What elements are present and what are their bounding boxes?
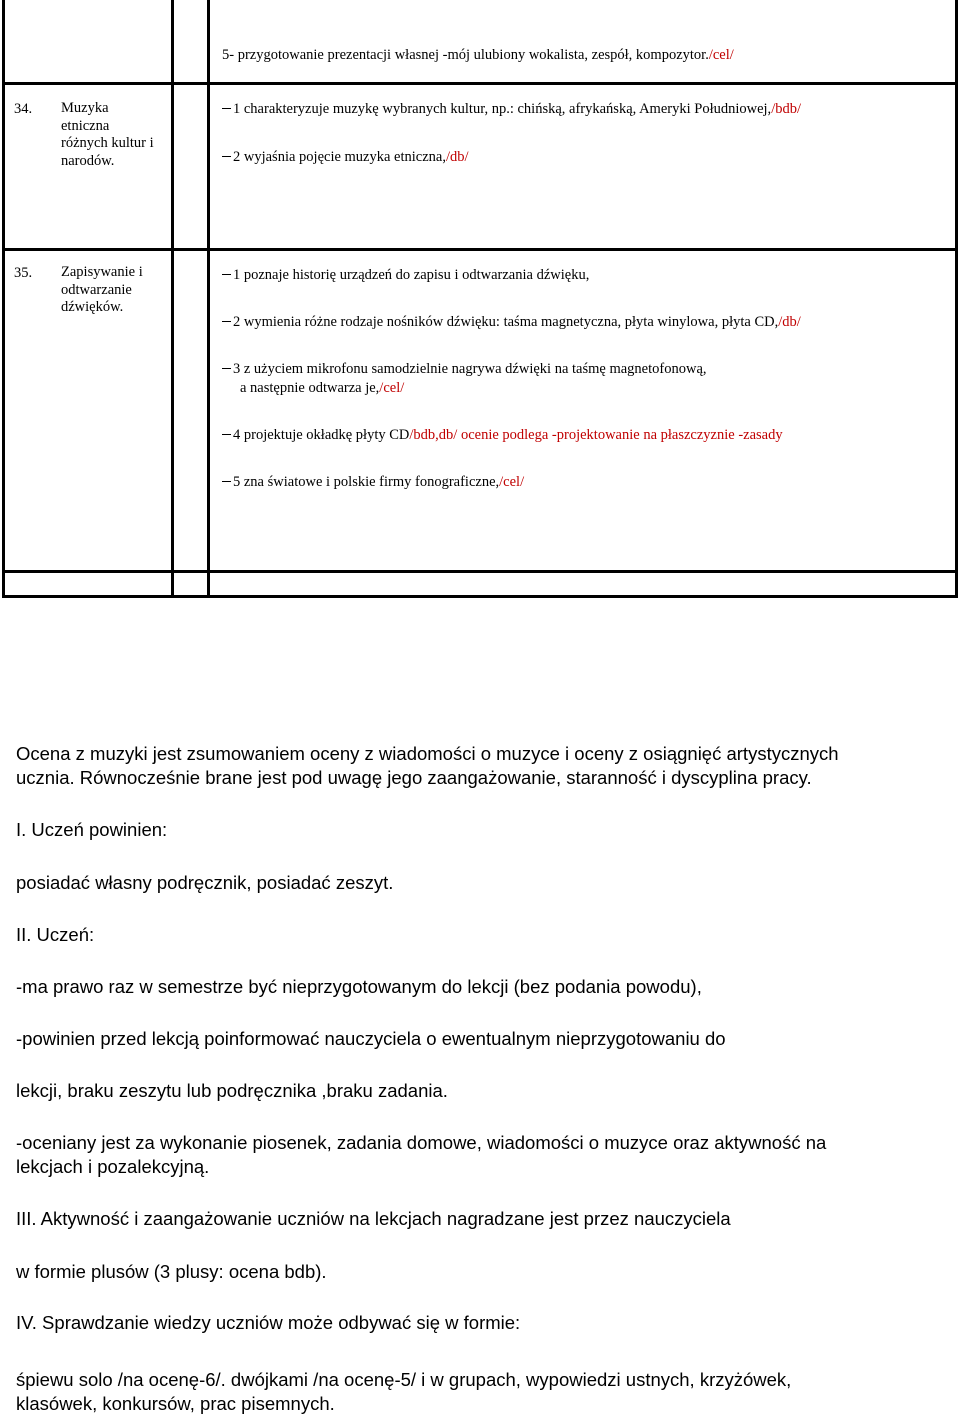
row-topic-34: [61, 100, 154, 170]
table-divider-col1: [171, 0, 174, 598]
item-text: 5- przygotowanie prezentacji własnej -mój ulubiony wokalista, zespół, kompozytor.: [222, 47, 709, 63]
list-item: 3 z użyciem mikrofonu samodzielnie nagrywa dźwięki na taśmę magnetofonową,: [222, 360, 707, 378]
table-border-right: [955, 0, 958, 598]
heading-section-1: I. Uczeń powinien:: [16, 819, 168, 840]
table-row-divider: [2, 570, 958, 573]
row-topic-35: [61, 264, 143, 317]
heading-section-2: II. Uczeń:: [16, 924, 95, 945]
dash-marker: [222, 368, 231, 369]
topic-line: etniczna: [61, 117, 110, 134]
list-item: 2 wymienia różne rodzaje nośników dźwięku: taśma magnetyczna, płyta winylowa, płyta CD,/db/: [222, 313, 801, 331]
dash-marker: [222, 434, 231, 435]
table-row-divider: [2, 248, 958, 251]
table-row-intro: [222, 46, 734, 64]
paragraph-assessment: Ocena z muzyki jest zsumowaniem oceny z wiadomości o muzyce i oceny z osiągnięć artystycznych ucznia. Równocześnie brane jest pod uwagę jego zaangażowanie, staranność i dyscyplina pracy.: [16, 743, 839, 788]
paragraph-forms: śpiewu solo /na ocenę-6/. dwójkami /na ocenę-5/ i w grupach, wypowiedzi ustnych, krzyżówek, klasówek, konkursów, prac pisemnych.: [16, 1369, 792, 1414]
dash-marker: [222, 274, 231, 275]
paragraph-requirements: posiadać własny podręcznik, posiadać zeszyt.: [16, 872, 394, 893]
item-tag: /cel/: [708, 47, 734, 63]
heading-section-4: IV. Sprawdzanie wiedzy uczniów może odbywać się w formie:: [16, 1312, 521, 1333]
topic-line: dźwięków.: [61, 299, 124, 315]
topic-line: różnych kultur i: [61, 135, 154, 151]
row-number-35: 35.: [14, 265, 33, 281]
table-row-divider: [2, 82, 958, 85]
paragraph-pluses: w formie plusów (3 plusy: ocena bdb).: [16, 1261, 327, 1282]
list-item: 4 projektuje okładkę płyty CD/bdb,db/ ocenie podlega -projektowanie na płaszczyznie -zasady: [222, 426, 783, 444]
topic-line: narodów.: [61, 152, 115, 169]
table-divider-col2: [207, 0, 210, 598]
topic-line: Zapisywanie i: [61, 264, 143, 280]
paragraph-right: -ma prawo raz w semestrze być nieprzygotowanym do lekcji (bez podania powodu),: [16, 976, 702, 997]
paragraph-duty-continued: lekcji, braku zeszytu lub podręcznika ,braku zadania.: [16, 1080, 448, 1101]
table-border-bottom: [2, 595, 958, 598]
list-item: 1 charakteryzuje muzykę wybranych kultur, np.: chińską, afrykańską, Ameryki Południowej,/bdb/: [222, 100, 801, 118]
topic-line: Muzyka: [61, 100, 109, 116]
dash-marker: [222, 156, 231, 157]
list-item: 5 zna światowe i polskie firmy fonograficzne,/cel/: [222, 473, 524, 491]
table-border-left: [2, 0, 5, 598]
dash-marker: [222, 108, 231, 109]
list-item: 2 wyjaśnia pojęcie muzyka etniczna,/db/: [222, 148, 469, 166]
dash-marker: [222, 481, 231, 482]
paragraph-grading: -oceniany jest za wykonanie piosenek, zadania domowe, wiadomości o muzyce oraz aktywność na lekcjach i pozalekcyjną.: [16, 1132, 827, 1177]
list-item: 1 poznaje historię urządzeń do zapisu i odtwarzania dźwięku,: [222, 266, 589, 284]
topic-line: odtwarzanie: [61, 281, 132, 298]
paragraph-duty: -powinien przed lekcją poinformować nauczyciela o ewentualnym nieprzygotowaniu do: [16, 1028, 726, 1049]
heading-section-3: III. Aktywność i zaangażowanie uczniów na lekcjach nagradzane jest przez nauczyciela: [16, 1208, 731, 1229]
row-number-34: 34.: [14, 101, 33, 117]
dash-marker: [222, 321, 231, 322]
list-item-continuation: a następnie odtwarza je,/cel/: [240, 380, 405, 396]
